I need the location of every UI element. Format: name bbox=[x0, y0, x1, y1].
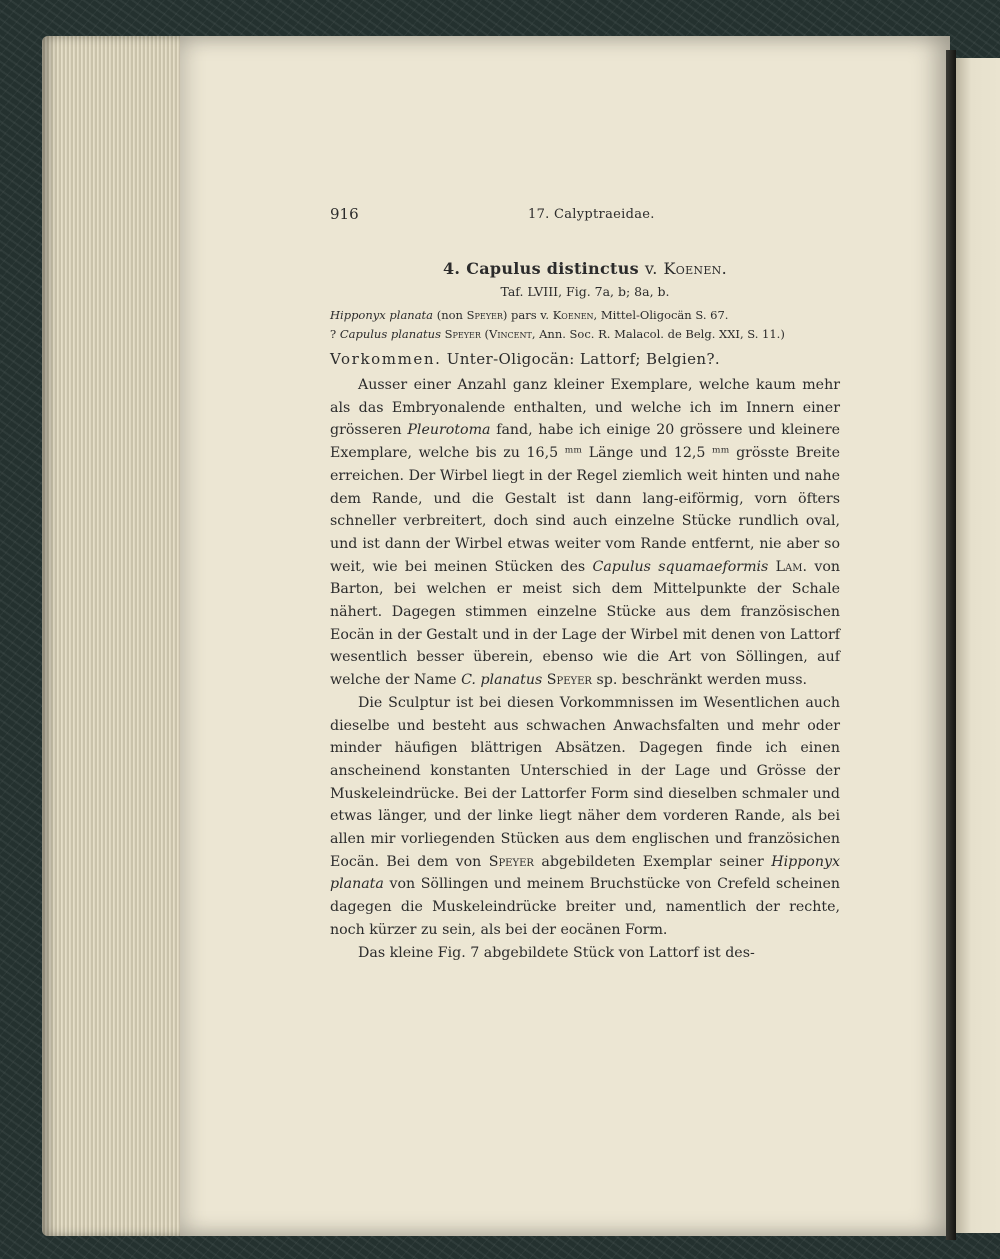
species-title bbox=[330, 259, 840, 278]
synonym-line: ? Capulus planatus Speyer (Vincent, Ann. Soc. R. Malacol. de Belg. XXI, S. 11.) bbox=[330, 327, 785, 341]
body-paragraph: Ausser einer Anzahl ganz kleiner Exemplare, welche kaum mehr als das Embryonalende enthalten, und welche ich im Innern einer grösseren Pleurotoma fand, habe ich einige 20 grössere und kleinere Exemplare, welche bis zu 16,5 ᵐᵐ Länge und 12,5 ᵐᵐ grösste Breite erreichen. Der Wirbel liegt in der Regel ziemlich weit hinten und nahe dem Rande, und die Gestalt ist dann lang-eiförmig, vorn öfters schneller verbreitert, doch sind auch einzelne Stücke rundlich oval, und ist dann der Wirbel etwas weiter vom Rande entfernt, nie aber so weit, wie bei meinen Stücken des Capulus squamaeformis Lam. von Barton, bei welchen er meist sich dem Mittelpunkte der Schale nähert. Dagegen stimmen einzelne Stücke aus dem französischen Eocän in der Gestalt und in der Lage der Wirbel mit denen von Lattorf wesentlich besser überein, ebenso wie die Art von Söllingen, auf welche der Name C. planatus Speyer sp. beschränkt werden muss. bbox=[330, 377, 841, 689]
author-prefix: v. bbox=[644, 259, 658, 278]
plate-reference: Taf. LVIII, Fig. 7a, b; 8a, b. bbox=[500, 284, 670, 299]
page-content bbox=[330, 205, 840, 964]
page-number: 916 bbox=[330, 205, 359, 223]
synonym-taxon: Hipponyx planata bbox=[330, 308, 434, 322]
facing-page-edge bbox=[956, 58, 1000, 1233]
synonym-taxon: Capulus planatus bbox=[339, 327, 441, 341]
species-number: 4. bbox=[443, 259, 461, 278]
occurrence-text: Unter-Oligocän: Lattorf; Belgien?. bbox=[446, 350, 721, 368]
body-paragraph: Die Sculptur ist bei diesen Vorkommnissen im Wesentlichen auch dieselbe und besteht aus schwachen Anwachsfalten und mehr oder minder häufigen blättrigen Absätzen. Dagegen finde ich einen anscheinend konstanten Unterschied in der Lage und Grösse der Muskeleindrücke. Bei der Lattorfer Form sind dieselben schmaler und etwas länger, und der linke liegt näher dem vorderen Rande, als bei allen mir vorliegenden Stücken aus dem englischen und französichen Eocän. Bei dem von Speyer abgebildeten Exemplar seiner Hipponyx planata von Söllingen und meinem Bruchstücke von Crefeld scheinen dagegen die Muskeleindrücke breiter und, namentlich der rechte, noch kürzer zu sein, als bei der eocänen Form. bbox=[330, 694, 840, 938]
species-author: Koenen. bbox=[663, 259, 727, 278]
occurrence-line bbox=[330, 350, 840, 368]
occurrence-label: Vorkommen. bbox=[330, 350, 442, 368]
body-paragraph: Das kleine Fig. 7 abgebildete Stück von Lattorf ist des- bbox=[358, 944, 755, 961]
synonym-line: Hipponyx planata (non Speyer) pars v. Koenen, Mittel-Oligocän S. 67. bbox=[330, 308, 729, 322]
page-edges bbox=[42, 36, 182, 1236]
section-heading: 17. Calyptraeidae. bbox=[528, 207, 655, 222]
book-gutter bbox=[946, 50, 956, 1240]
species-name: Capulus distinctus bbox=[466, 259, 639, 278]
running-head bbox=[330, 205, 840, 229]
